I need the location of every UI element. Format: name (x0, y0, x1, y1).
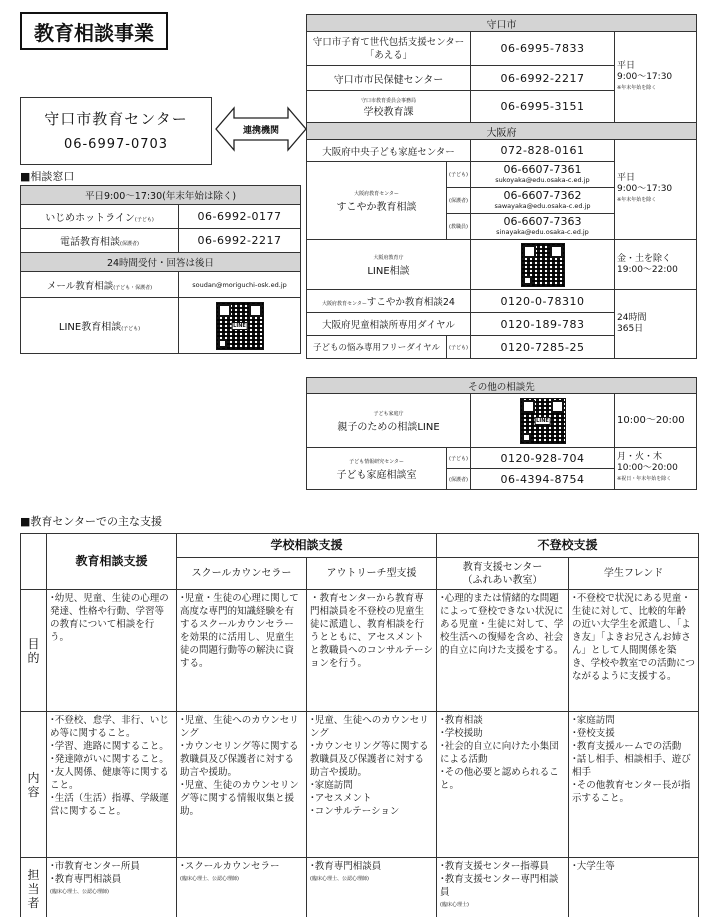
consult-24-header: 24時間受付・回答は後日 (21, 253, 301, 272)
group-futoko: 不登校支援 (437, 534, 699, 558)
moriguchi-hours-l2: 9:00～17:30 (617, 71, 673, 82)
katei-small: 子ども情報研究センター (349, 458, 404, 465)
mail-address[interactable]: soudan@moriguchi-osk.ed.jp (179, 272, 301, 298)
tel-row (21, 229, 301, 253)
qr-code-icon[interactable] (520, 398, 566, 444)
katei-phone-parent[interactable]: 06-4394-8754 (471, 469, 615, 490)
content-item: ･コンサルテーション (310, 806, 400, 817)
staff-kyoiku (47, 858, 177, 917)
staff-friend (569, 858, 699, 917)
moriguchi-osaka-table (306, 14, 697, 359)
group-school: 学校相談支援 (177, 534, 437, 558)
qr-code-icon[interactable] (216, 302, 264, 350)
tel-label: 電話教育相談 (60, 237, 121, 248)
content-item: ･学校援助 (440, 728, 483, 739)
staff-sc (177, 858, 307, 917)
content-kyoiku (47, 712, 177, 858)
kodomo-center-name: 大阪府中央子ども家庭センター (307, 140, 471, 162)
content-outreach (307, 712, 437, 858)
osaka-line-name: LINE相談 (367, 265, 410, 277)
center-box (20, 97, 212, 165)
content-item: ･教育支援ルームでの活動 (572, 741, 682, 752)
support-table (20, 533, 699, 917)
sukoyaka-email-child[interactable]: sukoyaka@edu.osaka-c.ed.jp (495, 175, 590, 184)
tel-sub: (保護者) (120, 241, 139, 247)
purpose-kyoiku: ･幼児、児童、生徒の心理の発達、性格や行動、学習等の教育について相談を行う。 (47, 590, 177, 712)
content-item: ･教育相談 (440, 715, 483, 726)
oyako-small: 子ども家庭庁 (373, 410, 404, 417)
content-item: ･不登校、怠学、非行、いじめ等に関すること。 (50, 715, 169, 739)
content-item: ･登校支援 (572, 728, 615, 739)
staff-qualification: (臨床心理士、公認心理師) (310, 876, 369, 882)
sukoyaka-phone-child[interactable]: 06-6607-7361 (503, 162, 582, 176)
staff-line: ･大学生等 (572, 861, 615, 872)
support-heading: ■教育センターでの主な支援 (20, 515, 162, 528)
s24-name: すこやか教育相談24 (366, 297, 455, 308)
sukoyaka-tag-staff: (教職員) (447, 214, 471, 240)
col-outreach: アウトリーチ型支援 (307, 558, 437, 590)
staff-line: ･教育専門相談員 (310, 861, 382, 872)
content-item: ･話し相手、相談相手、遊び相手 (572, 754, 691, 778)
other-table (306, 377, 697, 490)
sukoyaka-phone-parent[interactable]: 06-6607-7362 (503, 188, 582, 202)
osaka-hours-l2: 9:00～17:30 (617, 184, 673, 194)
row-purpose-label: 目的 (21, 590, 47, 712)
sukoyaka-email-staff[interactable]: sinayaka@edu.osaka-c.ed.jp (496, 227, 589, 236)
corner-cell (21, 534, 47, 590)
content-item: ･児童、生徒へのカウンセリング (180, 715, 299, 739)
col-sc: スクールカウンセラー (177, 558, 307, 590)
staff-qualification: (臨床心理士、公認心理師) (180, 876, 239, 882)
purpose-outreach: ・教育センターから教育専門相談員を不登校の児童生徒に派遣し、教育相談を行うとともに、アセスメントと教職員へのコンサルテーションを行う。 (307, 590, 437, 712)
staff-row (21, 858, 699, 917)
content-sc (177, 712, 307, 858)
link-label: 連携機関 (242, 126, 279, 136)
purpose-friend: ･不登校で状況にある児童・生徒に対して、比較的年齢の近い大学生を派遣し、「よき友」「よきお兄さんお姉さん」として人間関係を築き、学校や教室での活動につながるように支援する。 (569, 590, 699, 712)
content-item: ･生活（生活）指導、学級運営に関すること。 (50, 793, 169, 817)
kodomo-center-phone[interactable]: 072-828-0161 (471, 140, 615, 162)
consult-heading: ■相談窓口 (20, 170, 75, 183)
other-header: その他の相談先 (307, 378, 697, 394)
content-friend (569, 712, 699, 858)
tel-phone[interactable]: 06-6992-2217 (179, 229, 301, 253)
line-label: LINE教育相談 (58, 322, 122, 333)
content-row (21, 712, 699, 858)
mail-row (21, 272, 301, 298)
aeru-phone[interactable]: 06-6995-7833 (471, 32, 615, 66)
ijime-sub: (子ども) (134, 217, 154, 223)
content-item: ･カウンセリング等に関する教職員及び保護者に対する助言や援助。 (180, 741, 299, 778)
content-item: ･その他必要と認められること。 (440, 767, 559, 791)
purpose-row (21, 590, 699, 712)
moriguchi-hours-l1: 平日 (617, 60, 636, 71)
osaka-24h-l2: 365日 (617, 324, 644, 334)
katei-hours2: 10:00～20:00 (617, 463, 678, 473)
gakko-name: 学校教育課 (363, 106, 414, 118)
nayami-phone[interactable]: 0120-7285-25 (471, 336, 615, 359)
content-item: ･児童、生徒のカウンセリング等に関する情報収集と援助。 (180, 780, 299, 817)
col-kyoiku: 教育相談支援 (47, 534, 177, 590)
content-item: ･その他教育センター長が指示すること。 (572, 780, 691, 804)
aeru-name: 守口市子育て世代包括支援センター (312, 36, 465, 48)
content-item: ･友人関係、健康等に関すること。 (50, 767, 169, 791)
content-item: ･カウンセリング等に関する教職員及び保護者に対する助言や援助。 (310, 741, 429, 778)
center-name: 守口市教育センター (44, 110, 188, 128)
katei-name: 子ども家庭相談室 (336, 469, 417, 481)
content-item: ･社会的自立に向けた小集団による活動 (440, 741, 559, 765)
qr-label: LINE (233, 322, 246, 329)
s24-phone[interactable]: 0120-0-78310 (471, 290, 615, 313)
purpose-fureai: ･心理的または情緒的な問題によって登校できない状況にある児童・生徒に対して、学校生活への復帰を含め、社会的自立に向けた支援をする。 (437, 590, 569, 712)
content-item: ･家庭訪問 (572, 715, 615, 726)
staff-outreach (307, 858, 437, 917)
ijime-row (21, 205, 301, 229)
purpose-sc: ･児童・生徒の心理に関して高度な専門的知識経験を有するスクールカウンセラーを効果的に活用し、児童生徒の問題行動等の解決に資する。 (177, 590, 307, 712)
staff-fureai (437, 858, 569, 917)
ijime-label: いじめホットライン (45, 213, 135, 224)
consult-table (20, 185, 301, 354)
consult-hours-header: 平日9:00～17:30(年末年始は除く) (21, 186, 301, 205)
qr-label: LINE (536, 417, 549, 424)
page-title: 教育相談事業 (20, 12, 168, 50)
col-fureai: 教育支援センター (462, 561, 543, 573)
mail-label: メール教育相談 (46, 280, 114, 292)
katei-tag-parent: (保護者) (447, 469, 471, 490)
s24-small: 大阪府教育センター (322, 301, 367, 307)
ijime-phone[interactable]: 06-6992-0177 (179, 205, 301, 229)
osaka-hours-l1: 平日 (617, 173, 636, 183)
nayami-name: 子どもの悩み専用フリーダイヤル (307, 336, 447, 359)
content-item: ･発達障がいに関すること。 (50, 754, 169, 765)
staff-qualification: (臨床心理士) (440, 902, 469, 908)
osaka-line-hours2: 19:00～22:00 (617, 264, 678, 275)
content-item: ･学習、進路に関すること。 (50, 741, 169, 752)
line-row (21, 298, 301, 354)
row-staff-label: 担当者 (21, 858, 47, 917)
staff-line: ･教育支援センター専門相談員 (440, 874, 559, 898)
sukoyaka-name: すこやか教育相談 (336, 201, 417, 213)
content-item: ･アセスメント (310, 793, 372, 804)
osaka-24h-l1: 24時間 (617, 313, 647, 323)
hoken-phone[interactable]: 06-6992-2217 (471, 66, 615, 91)
aeru-name-sub: 「あえる」 (364, 49, 413, 61)
sukoyaka-tag-parent: (保護者) (447, 188, 471, 214)
jido-name: 大阪府児童相談所専用ダイヤル (307, 313, 471, 336)
sukoyaka-small: 大阪府教育センター (354, 190, 399, 197)
row-content-label: 内容 (21, 712, 47, 858)
katei-note: ※祝日・年末年始を除く (617, 476, 672, 482)
content-item: ･家庭訪問 (310, 780, 353, 791)
osaka-hours-note: ※年末年始を除く (617, 197, 657, 203)
staff-line: ･スクールカウンセラー (180, 861, 280, 872)
gakko-small: 守口市教育委員会事務局 (360, 97, 416, 104)
sukoyaka-email-parent[interactable]: sawayaka@edu.osaka-c.ed.jp (494, 201, 591, 210)
moriguchi-header: 守口市 (307, 15, 697, 32)
moriguchi-hours-note: ※年末年始を除く (617, 84, 657, 91)
nayami-tag: (子ども) (447, 336, 471, 359)
sukoyaka-phone-staff[interactable]: 06-6607-7363 (503, 214, 582, 228)
staff-line: ･教育専門相談員 (50, 874, 122, 885)
oyako-name: 親子のための相談LINE (337, 421, 440, 433)
oyako-hours: 10:00～20:00 (615, 394, 697, 448)
katei-phone-child[interactable]: 0120-928-704 (471, 448, 615, 469)
col-friend: 学生フレンド (569, 558, 699, 590)
content-fureai (437, 712, 569, 858)
staff-line: ･市教育センター所員 (50, 861, 140, 872)
katei-hours1: 月・火・木 (617, 452, 663, 462)
content-item: ･児童、生徒へのカウンセリング (310, 715, 429, 739)
sukoyaka-tag-child: (子ども) (447, 162, 471, 188)
jido-phone[interactable]: 0120-189-783 (471, 313, 615, 336)
mail-sub: (子ども・保護者) (113, 284, 153, 291)
center-phone: 06-6997-0703 (63, 137, 169, 152)
osaka-line-small: 大阪府教育庁 (373, 254, 404, 261)
gakko-phone[interactable]: 06-6995-3151 (471, 91, 615, 123)
staff-qualification: (臨床心理士、公認心理師) (50, 889, 109, 895)
col-fureai-sub: （ふれあい教室） (462, 574, 543, 586)
osaka-header: 大阪府 (307, 123, 697, 140)
staff-line: ･教育支援センター指導員 (440, 861, 549, 872)
katei-tag-child: (子ども) (447, 448, 471, 469)
osaka-line-hours: 金・土を除く (617, 253, 672, 264)
qr-code-icon[interactable] (521, 243, 565, 287)
hoken-name: 守口市市民保健センター (307, 66, 471, 91)
line-sub: (子ども) (121, 326, 141, 332)
